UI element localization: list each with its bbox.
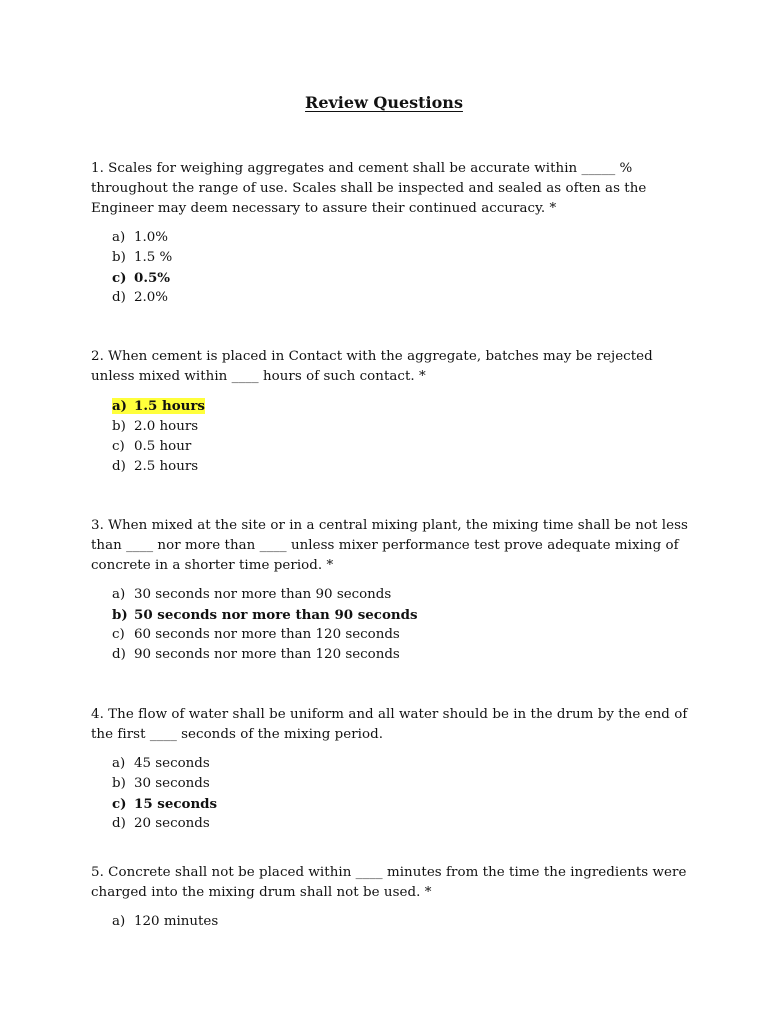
option-list	[112, 754, 691, 834]
question-text: 2. When cement is placed in Contact with the aggregate, batches may be rejected unless mixed within ____ hours of such contact. *	[91, 349, 653, 384]
option-d: d) 2.5 hours	[112, 459, 199, 474]
page-title-text: Review Questions	[305, 93, 463, 112]
question-4	[91, 705, 691, 834]
option-b-answer: b) 50 seconds nor more than 90 seconds	[112, 607, 418, 623]
option-a: a) 120 minutes	[112, 914, 219, 929]
option-b: b) 2.0 hours	[112, 419, 199, 434]
option-a: a) 30 seconds nor more than 90 seconds	[112, 587, 392, 602]
option-c: c) 60 seconds nor more than 120 seconds	[112, 627, 400, 642]
option-list	[112, 396, 691, 477]
option-b: b) 1.5 %	[112, 250, 173, 265]
option-list	[112, 228, 691, 308]
page-title	[0, 93, 768, 112]
question-text: 3. When mixed at the site or in a central mixing plant, the mixing time shall be not less than ____ nor more than ____ unless mixer performance test prove adequate mixing of concrete in a shorter time period. *	[91, 518, 688, 573]
question-3	[91, 516, 691, 665]
option-c: c) 0.5 hour	[112, 439, 192, 454]
question-text: 1. Scales for weighing aggregates and cement shall be accurate within _____ % throughout the range of use. Scales shall be inspected and sealed as often as the Engineer may deem necessary to assure their continued accuracy. *	[91, 161, 647, 216]
question-text: 4. The flow of water shall be uniform and all water should be in the drum by the end of the first ____ seconds of the mixing period.	[91, 707, 688, 742]
option-d: d) 90 seconds nor more than 120 seconds	[112, 647, 400, 662]
option-c-answer: c) 15 seconds	[112, 796, 218, 812]
option-d: d) 20 seconds	[112, 816, 210, 831]
question-2	[91, 347, 691, 477]
option-a-answer	[112, 396, 691, 417]
option-a: a) 1.0%	[112, 230, 169, 245]
question-1	[91, 159, 691, 308]
option-b: b) 30 seconds	[112, 776, 210, 791]
option-list	[112, 585, 691, 665]
option-list	[112, 912, 691, 932]
question-text: 5. Concrete shall not be placed within ____ minutes from the time the ingredients were charged into the mixing drum shall not be used. *	[91, 865, 687, 900]
option-d: d) 2.0%	[112, 290, 169, 305]
answer-highlight: a) 1.5 hours	[112, 398, 205, 414]
option-c-answer: c) 0.5%	[112, 270, 171, 286]
option-a: a) 45 seconds	[112, 756, 210, 771]
question-5	[91, 863, 691, 932]
